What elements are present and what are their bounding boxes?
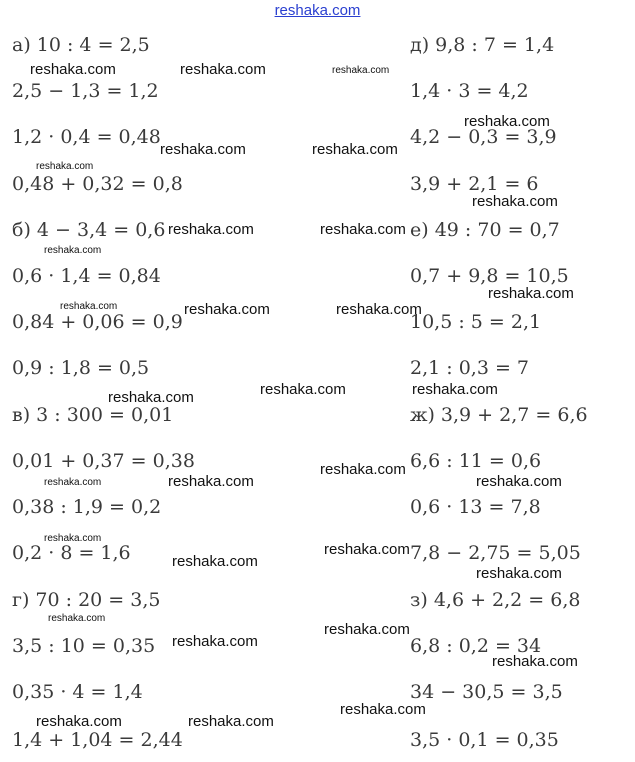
watermark-text: reshaka.com	[180, 61, 266, 78]
left-equation-11: 0,38 : 1,9 = 0,2	[12, 496, 162, 518]
watermark-text: reshaka.com	[168, 221, 254, 238]
left-equation-4: 0,48 + 0,32 = 0,8	[12, 173, 183, 195]
right-equation-2: 1,4 · 3 = 4,2	[410, 80, 529, 102]
watermark-text: reshaka.com	[340, 701, 426, 718]
left-equation-8: 0,9 : 1,8 = 0,5	[12, 357, 150, 379]
right-equation-14: 6,8 : 0,2 = 34	[410, 635, 542, 657]
right-equation-8: 2,1 : 0,3 = 7	[410, 357, 530, 379]
watermark-text: reshaka.com	[476, 565, 562, 582]
left-equation-5: б) 4 − 3,4 = 0,6	[12, 219, 166, 241]
left-equation-3: 1,2 · 0,4 = 0,48	[12, 126, 161, 148]
watermark-text: reshaka.com	[44, 245, 102, 256]
watermark-text: reshaka.com	[184, 301, 270, 318]
watermark-text: reshaka.com	[188, 713, 274, 730]
watermark-text: reshaka.com	[412, 381, 498, 398]
right-equation-11: 0,6 · 13 = 7,8	[410, 496, 541, 518]
watermark-text: reshaka.com	[30, 61, 116, 78]
watermark-text: reshaka.com	[160, 141, 246, 158]
right-equation-7: 10,5 : 5 = 2,1	[410, 311, 542, 333]
watermark-text: reshaka.com	[320, 461, 406, 478]
watermark-text: reshaka.com	[324, 621, 410, 638]
site-header-link[interactable]: reshaka.com	[274, 2, 361, 19]
watermark-text: reshaka.com	[172, 553, 258, 570]
right-equation-16: 3,5 · 0,1 = 0,35	[410, 729, 559, 751]
watermark-text: reshaka.com	[168, 473, 254, 490]
watermark-text: reshaka.com	[60, 301, 118, 312]
left-equation-6: 0,6 · 1,4 = 0,84	[12, 265, 161, 287]
watermark-text: reshaka.com	[472, 193, 558, 210]
left-equation-14: 3,5 : 10 = 0,35	[12, 635, 156, 657]
watermark-text: reshaka.com	[336, 301, 422, 318]
watermark-text: reshaka.com	[260, 381, 346, 398]
watermark-text: reshaka.com	[476, 473, 562, 490]
watermark-text: reshaka.com	[36, 161, 94, 172]
watermark-text: reshaka.com	[324, 541, 410, 558]
watermark-text: reshaka.com	[36, 713, 122, 730]
watermark-text: reshaka.com	[492, 653, 578, 670]
left-equation-1: а) 10 : 4 = 2,5	[12, 34, 150, 56]
left-equation-15: 0,35 · 4 = 1,4	[12, 681, 143, 703]
right-equation-13: з) 4,6 + 2,2 = 6,8	[410, 589, 581, 611]
watermark-text: reshaka.com	[48, 613, 106, 624]
left-equation-12: 0,2 · 8 = 1,6	[12, 542, 131, 564]
watermark-text: reshaka.com	[312, 141, 398, 158]
right-equation-6: 0,7 + 9,8 = 10,5	[410, 265, 569, 287]
left-equation-7: 0,84 + 0,06 = 0,9	[12, 311, 183, 333]
right-equation-10: 6,6 : 11 = 0,6	[410, 450, 542, 472]
watermark-text: reshaka.com	[172, 633, 258, 650]
right-equation-12: 7,8 − 2,75 = 5,05	[410, 542, 581, 564]
right-equation-4: 3,9 + 2,1 = 6	[410, 173, 539, 195]
left-equation-2: 2,5 − 1,3 = 1,2	[12, 80, 159, 102]
watermark-text: reshaka.com	[320, 221, 406, 238]
watermark-text: reshaka.com	[44, 533, 102, 544]
right-equation-3: 4,2 − 0,3 = 3,9	[410, 126, 557, 148]
left-equation-9: в) 3 : 300 = 0,01	[12, 404, 174, 426]
left-equation-10: 0,01 + 0,37 = 0,38	[12, 450, 195, 472]
right-equation-9: ж) 3,9 + 2,7 = 6,6	[410, 404, 588, 426]
watermark-text: reshaka.com	[108, 389, 194, 406]
left-equation-13: г) 70 : 20 = 3,5	[12, 589, 161, 611]
right-equation-1: д) 9,8 : 7 = 1,4	[410, 34, 555, 56]
watermark-text: reshaka.com	[488, 285, 574, 302]
watermark-text: reshaka.com	[44, 477, 102, 488]
watermark-text: reshaka.com	[332, 65, 390, 76]
right-equation-15: 34 − 30,5 = 3,5	[410, 681, 563, 703]
watermark-text: reshaka.com	[464, 113, 550, 130]
right-equation-5: е) 49 : 70 = 0,7	[410, 219, 560, 241]
left-equation-16: 1,4 + 1,04 = 2,44	[12, 729, 183, 751]
